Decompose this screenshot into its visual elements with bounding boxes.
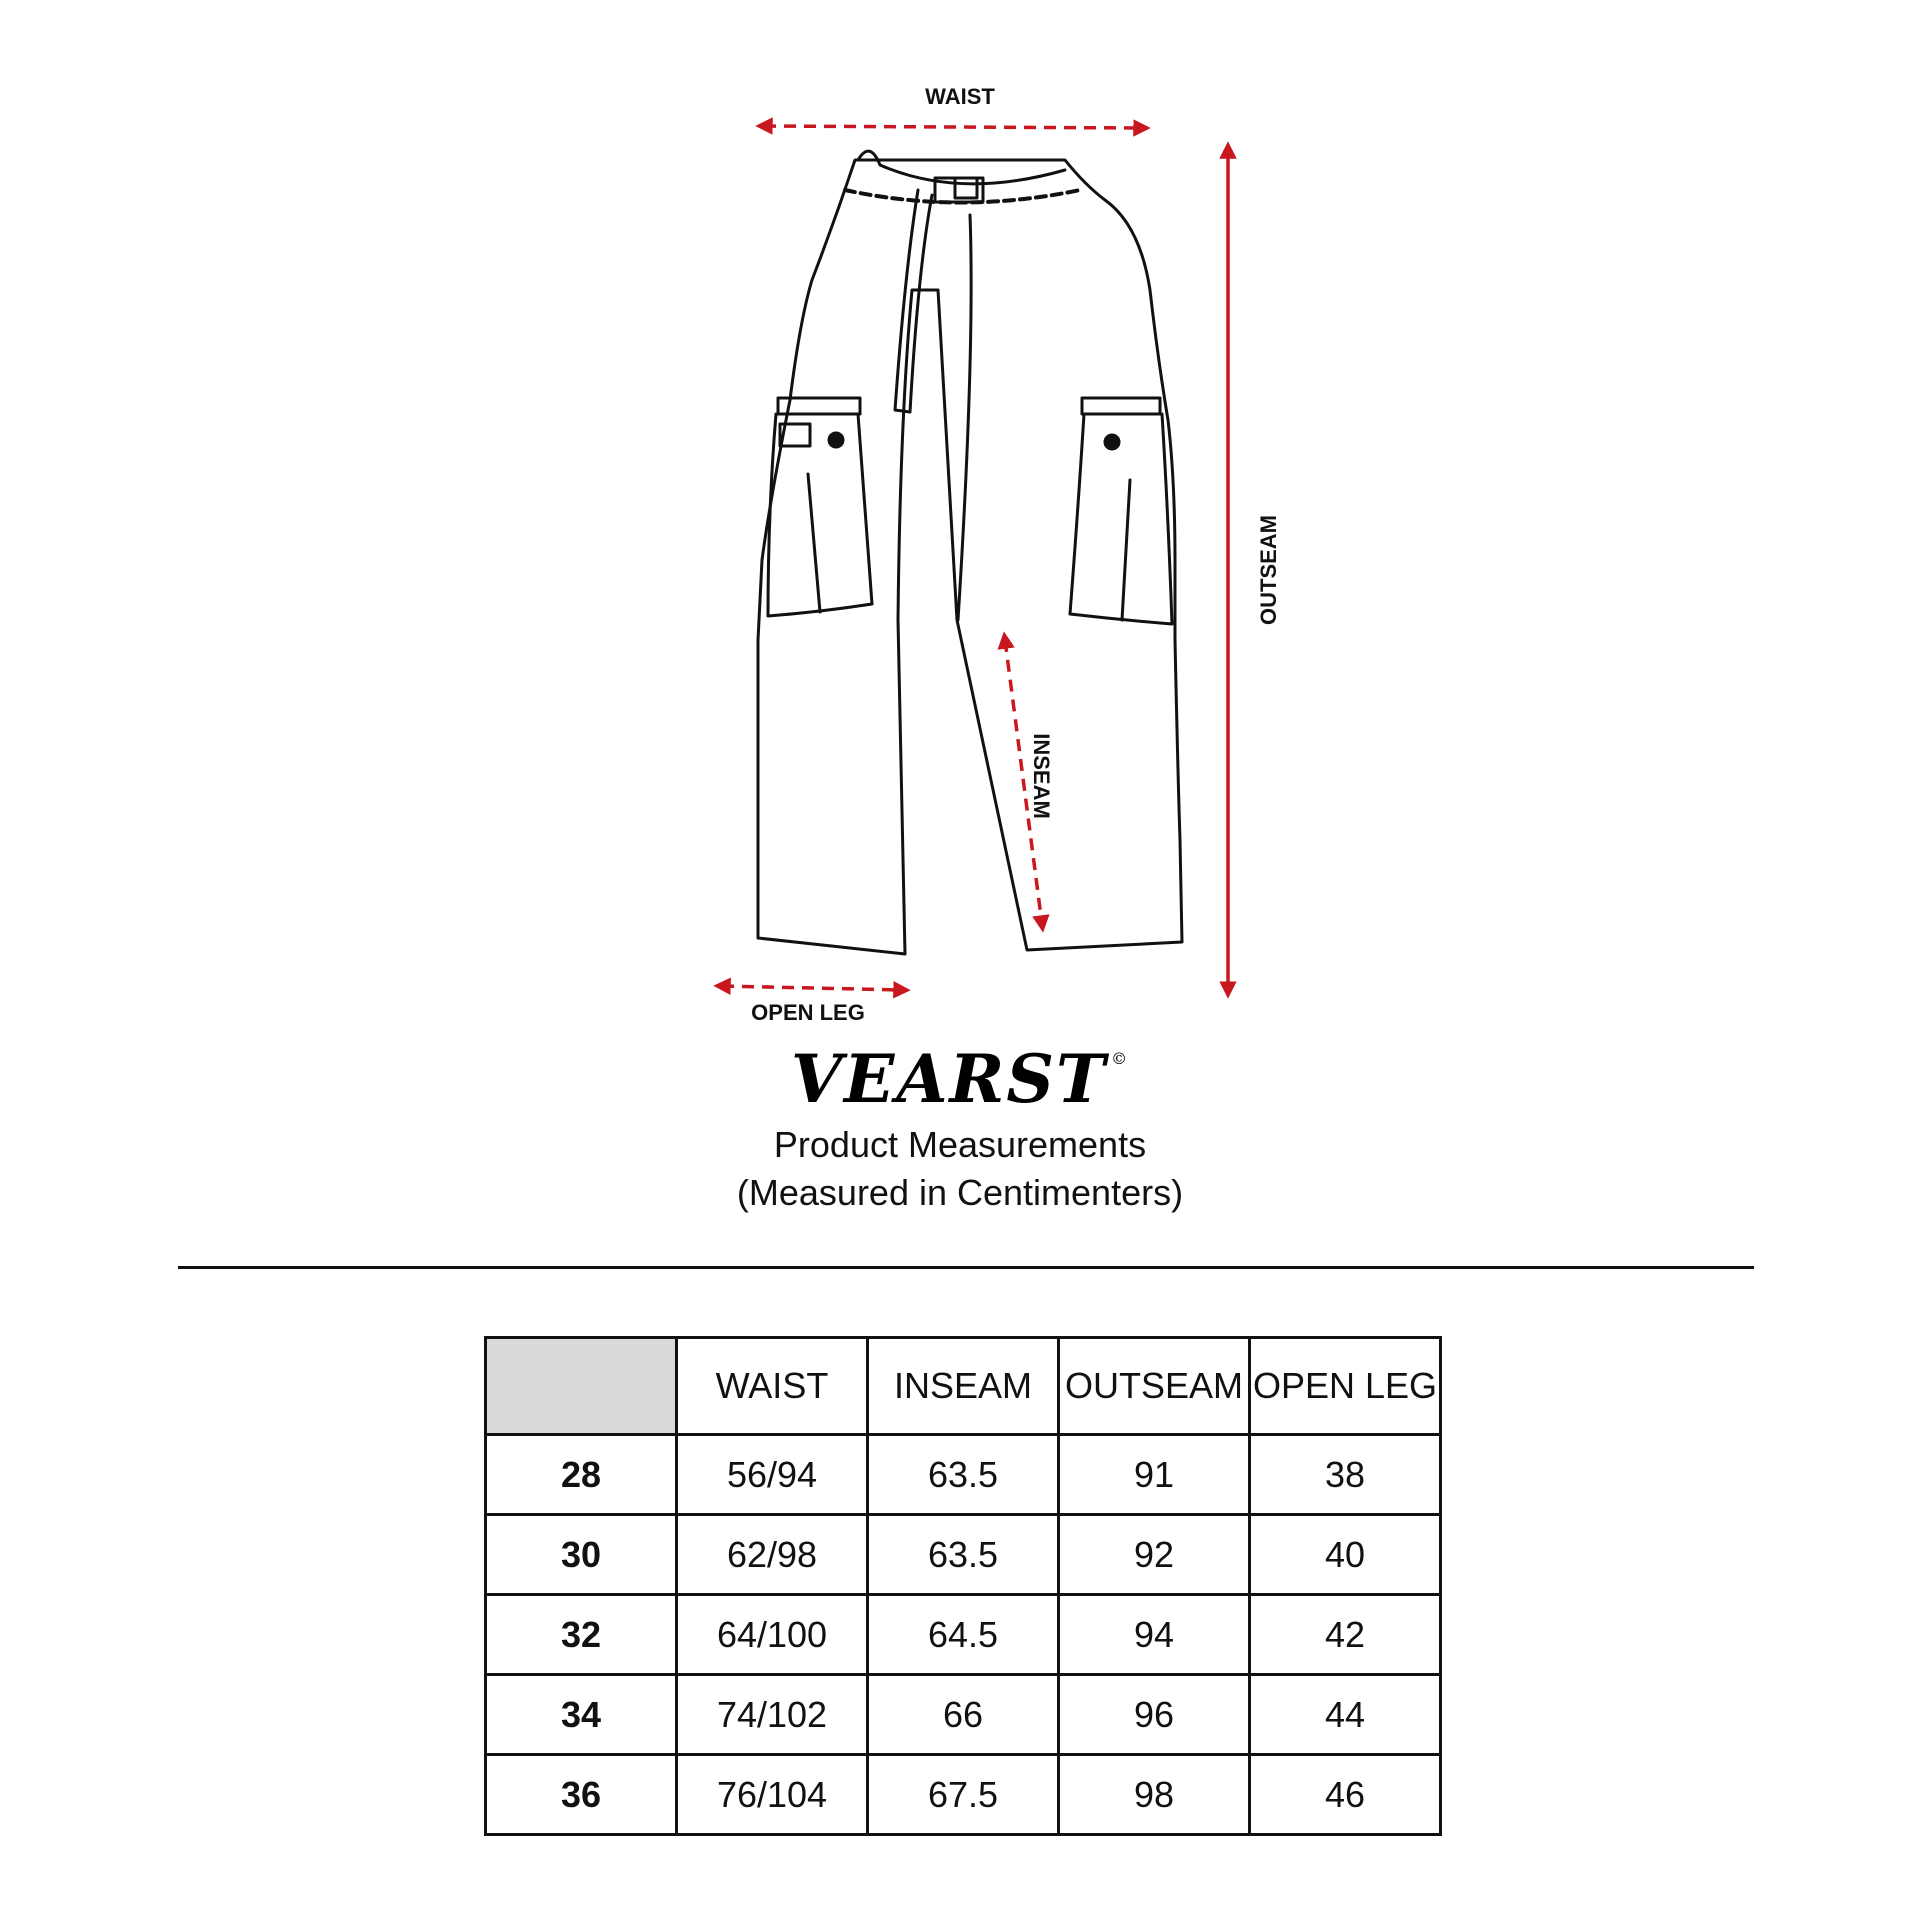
brand-name: VEARST xyxy=(790,1040,1108,1118)
table-row xyxy=(486,1435,1441,1515)
size-cell: 28 xyxy=(486,1435,677,1515)
outseam-cell: 96 xyxy=(1059,1675,1250,1755)
outseam-cell: 98 xyxy=(1059,1755,1250,1835)
table-row xyxy=(486,1515,1441,1595)
open-leg-cell: 38 xyxy=(1250,1435,1441,1515)
open-leg-cell: 42 xyxy=(1250,1595,1441,1675)
size-cell: 32 xyxy=(486,1595,677,1675)
table-header-row xyxy=(486,1338,1441,1435)
outseam-cell: 92 xyxy=(1059,1515,1250,1595)
header-open-leg: OPEN LEG xyxy=(1250,1338,1441,1435)
header-waist: WAIST xyxy=(677,1338,868,1435)
waist-cell: 74/102 xyxy=(677,1675,868,1755)
waist-cell: 76/104 xyxy=(677,1755,868,1835)
open-leg-label: OPEN LEG xyxy=(751,1000,865,1025)
inseam-cell: 63.5 xyxy=(868,1515,1059,1595)
inseam-label: INSEAM xyxy=(1029,733,1054,819)
pants-outline xyxy=(758,151,1182,954)
header-inseam: INSEAM xyxy=(868,1338,1059,1435)
waist-arrow xyxy=(764,126,1142,128)
inseam-cell: 66 xyxy=(868,1675,1059,1755)
divider xyxy=(178,1266,1754,1269)
brand-logo xyxy=(0,1040,1920,1118)
inseam-cell: 64.5 xyxy=(868,1595,1059,1675)
open-leg-cell: 44 xyxy=(1250,1675,1441,1755)
waist-cell: 56/94 xyxy=(677,1435,868,1515)
size-cell: 36 xyxy=(486,1755,677,1835)
inseam-cell: 63.5 xyxy=(868,1435,1059,1515)
open-leg-cell: 46 xyxy=(1250,1755,1441,1835)
table-row xyxy=(486,1595,1441,1675)
open-leg-cell: 40 xyxy=(1250,1515,1441,1595)
open-leg-arrow xyxy=(722,986,902,990)
outseam-cell: 94 xyxy=(1059,1595,1250,1675)
outseam-label: OUTSEAM xyxy=(1256,515,1281,625)
brand-copyright-mark: © xyxy=(1111,1049,1130,1068)
dimension-arrows xyxy=(722,126,1228,990)
inseam-cell: 67.5 xyxy=(868,1755,1059,1835)
header-outseam: OUTSEAM xyxy=(1059,1338,1250,1435)
size-cell: 34 xyxy=(486,1675,677,1755)
table-row xyxy=(486,1675,1441,1755)
outseam-cell: 91 xyxy=(1059,1435,1250,1515)
subtitle-line-2: (Measured in Centimenters) xyxy=(736,1172,1184,1213)
waist-label: WAIST xyxy=(925,84,995,109)
header-corner-cell xyxy=(486,1338,677,1435)
size-cell: 30 xyxy=(486,1515,677,1595)
subtitle-line-1: Product Measurements xyxy=(773,1124,1147,1165)
waist-cell: 62/98 xyxy=(677,1515,868,1595)
waist-cell: 64/100 xyxy=(677,1595,868,1675)
table-row xyxy=(486,1755,1441,1835)
size-chart-table xyxy=(484,1336,1442,1836)
